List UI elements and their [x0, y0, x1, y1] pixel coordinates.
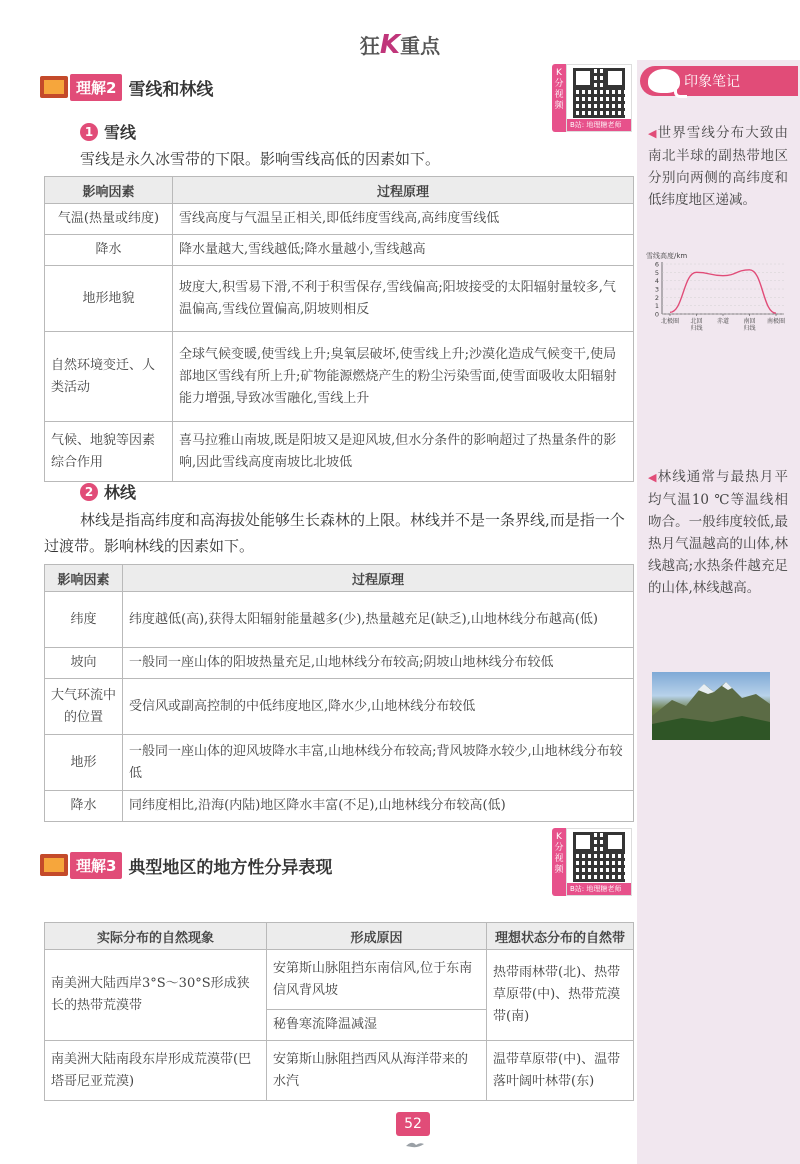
- section-2-tag: 理解2: [70, 74, 122, 101]
- book-icon: [40, 854, 68, 876]
- section-3-qr[interactable]: [552, 828, 632, 896]
- subsection-treeline-heading: [80, 480, 136, 503]
- sidebar-note-text: 世界雪线分布大致由南北半球的副热带地区分别向两侧的高纬度和低纬度地区递减。: [648, 125, 788, 208]
- qr-bottom-label: B站: 地理糖老师: [567, 883, 631, 895]
- factor-cell: 自然环境变迁、人类活动: [45, 332, 173, 422]
- principle-cell: 坡度大,积雪易下滑,不利于积雪保存,雪线偏高;阳坡接受的太阳辐射量较多,气温偏高,雪线位置偏高,阴坡则相反: [173, 266, 634, 332]
- reason-cell: 秘鲁寒流降温减湿: [267, 1010, 487, 1041]
- phenomenon-cell: 南美洲大陆南段东岸形成荒漠带(巴塔哥尼亚荒漠): [45, 1041, 267, 1101]
- phenomenon-cell: 南美洲大陆西岸3°S～30°S形成狭长的热带荒漠带: [45, 950, 267, 1041]
- chart-x-ticks: [661, 314, 785, 332]
- table-row: [45, 266, 634, 332]
- header-logo-k: K: [379, 30, 401, 60]
- chart-x-tick-label: 南极圈: [766, 318, 786, 325]
- table-row: [45, 235, 634, 266]
- subsection-title: 林线: [104, 483, 137, 502]
- factor-cell: 地形地貌: [45, 266, 173, 332]
- table-row: [45, 332, 634, 422]
- page-header: [0, 30, 800, 60]
- table-row: [45, 592, 634, 648]
- factor-cell: 降水: [45, 791, 123, 822]
- factor-cell: 降水: [45, 235, 173, 266]
- principle-cell: 降水量越大,雪线越低;降水量越小,雪线越高: [173, 235, 634, 266]
- header-prefix: 狂: [359, 34, 380, 58]
- treeline-intro: 林线是指高纬度和高海拔处能够生长森林的上限。林线并不是一条界线,而是指一个过渡带。影响林线的因素如下。: [44, 511, 625, 555]
- principle-cell: 喜马拉雅山南坡,既是阳坡又是迎风坡,但水分条件的影响超过了热量条件的影响,因此雪线高度南坡比北坡低: [173, 422, 634, 482]
- ideal-zone-cell: 温带草原带(中)、温带落叶阔叶林带(东): [487, 1041, 634, 1101]
- qr-side-label: K分视频: [552, 828, 566, 896]
- chart-x-tick-label: 北回归线: [690, 318, 703, 332]
- table-header: 过程原理: [173, 177, 634, 204]
- number-badge: 1: [80, 123, 98, 141]
- reason-cell: 安第斯山脉阻挡东南信风,位于东南信风背风坡: [267, 950, 487, 1010]
- table-row: [45, 791, 634, 822]
- treeline-table: [44, 564, 634, 822]
- snowline-intro: 雪线是永久冰雪带的下限。影响雪线高低的因素如下。: [80, 150, 441, 168]
- principle-cell: 同纬度相比,沿海(内陆)地区降水丰富(不足),山地林线分布较高(低): [123, 791, 634, 822]
- section-2-heading: [40, 72, 213, 102]
- table-row: [45, 204, 634, 235]
- chart-y-tick-label: 0: [654, 310, 659, 319]
- chart-y-tick-label: 5: [654, 268, 659, 277]
- section-2-title: 雪线和林线: [128, 79, 214, 100]
- chart-series-line: [670, 270, 776, 313]
- table-header-row: [45, 565, 634, 592]
- principle-cell: 受信风或副高控制的中低纬度地区,降水少,山地林线分布较低: [123, 679, 634, 735]
- section-3-tag: 理解3: [70, 852, 122, 879]
- mountain-photo: [652, 672, 770, 740]
- page-number: 52: [396, 1112, 430, 1136]
- table-header: 理想状态分布的自然带: [487, 923, 634, 950]
- qr-code-icon: [573, 68, 625, 118]
- principle-cell: 雪线高度与气温呈正相关,即低纬度雪线高,高纬度雪线低: [173, 204, 634, 235]
- chart-y-tick-label: 2: [654, 293, 659, 302]
- chart-axes: [662, 262, 784, 314]
- table-header-row: [45, 177, 634, 204]
- sidebar-title: 印象笔记: [684, 74, 740, 90]
- factor-cell: 大气环流中的位置: [45, 679, 123, 735]
- factor-cell: 纬度: [45, 592, 123, 648]
- number-badge: 2: [80, 483, 98, 501]
- chart-y-tick-label: 6: [654, 260, 659, 269]
- chart-y-axis-label: 雪线高度/km: [646, 252, 688, 260]
- table-header: 影响因素: [45, 565, 123, 592]
- snowline-table: [44, 176, 634, 482]
- table-header: 实际分布的自然现象: [45, 923, 267, 950]
- subsection-snowline-heading: [80, 120, 136, 143]
- chart-y-tick-label: 4: [654, 277, 659, 286]
- table-row: [45, 679, 634, 735]
- subsection-title: 雪线: [104, 123, 137, 142]
- book-icon: [40, 76, 68, 98]
- principle-cell: 一般同一座山体的阳坡热量充足,山地林线分布较高;阴坡山地林线分布较低: [123, 648, 634, 679]
- chart-x-tick-label: 南回归线: [743, 318, 756, 332]
- factor-cell: 地形: [45, 735, 123, 791]
- factor-cell: 气候、地貌等因素综合作用: [45, 422, 173, 482]
- chart-y-tick-label: 1: [654, 302, 659, 311]
- sidebar-note-snowline: [648, 122, 788, 211]
- reason-cell: 安第斯山脉阻挡西风从海洋带来的水汽: [267, 1041, 487, 1101]
- qr-bottom-label: B站: 地理糖老师: [567, 119, 631, 131]
- table-row: [45, 1041, 634, 1101]
- principle-cell: 全球气候变暖,使雪线上升;臭氧层破坏,使雪线上升;沙漠化造成气候变干,使局部地区雪线有所上升;矿物能源燃烧产生的粉尘污染雪面,使雪面吸收太阳辐射能力增强,导致冰雪融化,雪线上升: [173, 332, 634, 422]
- table-header: 影响因素: [45, 177, 173, 204]
- qr-side-label: K分视频: [552, 64, 566, 132]
- sidebar-note-text: 林线通常与最热月平均气温10 ℃等温线相吻合。一般纬度较低,最热月气温越高的山体,林线越高;水热条件越充足的山体,林线越高。: [648, 469, 788, 596]
- sidebar-background: [637, 60, 800, 1164]
- elephant-icon: [648, 69, 680, 93]
- snowline-chart: [644, 250, 792, 346]
- table-header-row: [45, 923, 634, 950]
- factor-cell: 气温(热量或纬度): [45, 204, 173, 235]
- ideal-zone-cell: 热带雨林带(北)、热带草原带(中)、热带荒漠带(南): [487, 950, 634, 1041]
- table-header: 形成原因: [267, 923, 487, 950]
- section-3-heading: [40, 850, 332, 880]
- table-row: [45, 422, 634, 482]
- table-header: 过程原理: [123, 565, 634, 592]
- chart-y-tick-label: 3: [654, 285, 659, 294]
- chart-y-ticks: [655, 261, 784, 319]
- qr-code-icon: [573, 832, 625, 882]
- bird-icon: [404, 1140, 426, 1150]
- sidebar-note-treeline: [648, 466, 788, 599]
- chart-x-tick-label: 北极圈: [660, 318, 680, 325]
- section-3-title: 典型地区的地方性分异表现: [128, 857, 333, 878]
- chart-x-tick-label: 赤道: [716, 318, 730, 325]
- table-row: [45, 950, 634, 1010]
- section-2-qr[interactable]: [552, 64, 632, 132]
- triangle-bullet-icon: ◀: [648, 127, 658, 140]
- triangle-bullet-icon: ◀: [648, 471, 658, 484]
- table-row: [45, 648, 634, 679]
- factor-cell: 坡向: [45, 648, 123, 679]
- principle-cell: 一般同一座山体的迎风坡降水丰富,山地林线分布较高;背风坡降水较少,山地林线分布较低: [123, 735, 634, 791]
- header-suffix: 重点: [400, 34, 441, 58]
- sidebar-heading: [640, 66, 798, 96]
- principle-cell: 纬度越低(高),获得太阳辐射能量越多(少),热量越充足(缺乏),山地林线分布越高(低): [123, 592, 634, 648]
- regional-differentiation-table: [44, 922, 634, 1101]
- table-row: [45, 735, 634, 791]
